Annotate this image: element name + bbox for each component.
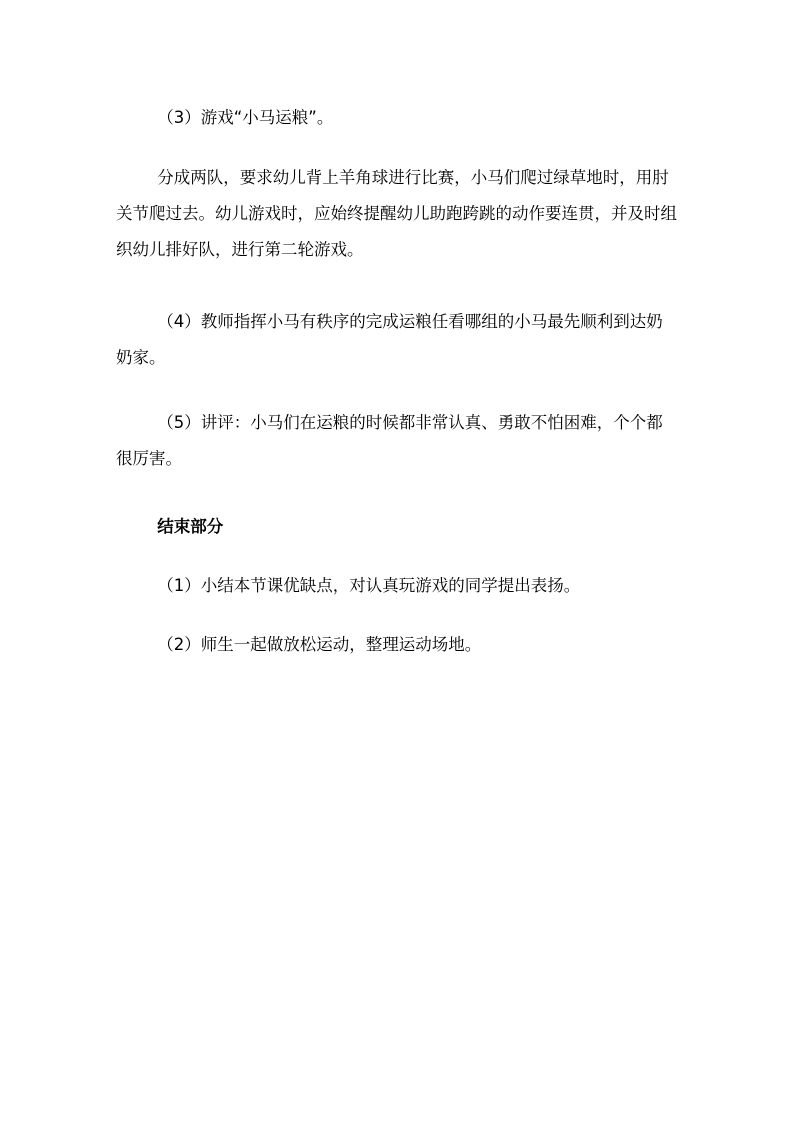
section-heading-ending: 结束部分 [157,517,224,536]
paragraph-teacher-direct: （4）教师指挥小马有秩序的完成运粮任看哪组的小马最先顺利到达奶奶家。 [116,312,663,367]
paragraph-relax: （2）师生一起做放松运动，整理运动场地。 [157,635,482,654]
paragraph-game-rules: 分成两队，要求幼儿背上羊角球进行比赛，小马们爬过绿草地时，用肘关节爬过去。幼儿游戏时，应始终提醒幼儿助跑跨跳的动作要连贯，并及时组织幼儿排好队，进行第二轮游戏。 [116,168,677,259]
paragraph-evaluation: （5）讲评：小马们在运粮的时候都非常认真、勇敢不怕困难，个个都很厉害。 [116,413,663,468]
paragraph-game-title: （3）游戏“小马运粮”。 [157,108,334,127]
paragraph-summary: （1）小结本节课优缺点，对认真玩游戏的同学提出表扬。 [157,576,581,595]
